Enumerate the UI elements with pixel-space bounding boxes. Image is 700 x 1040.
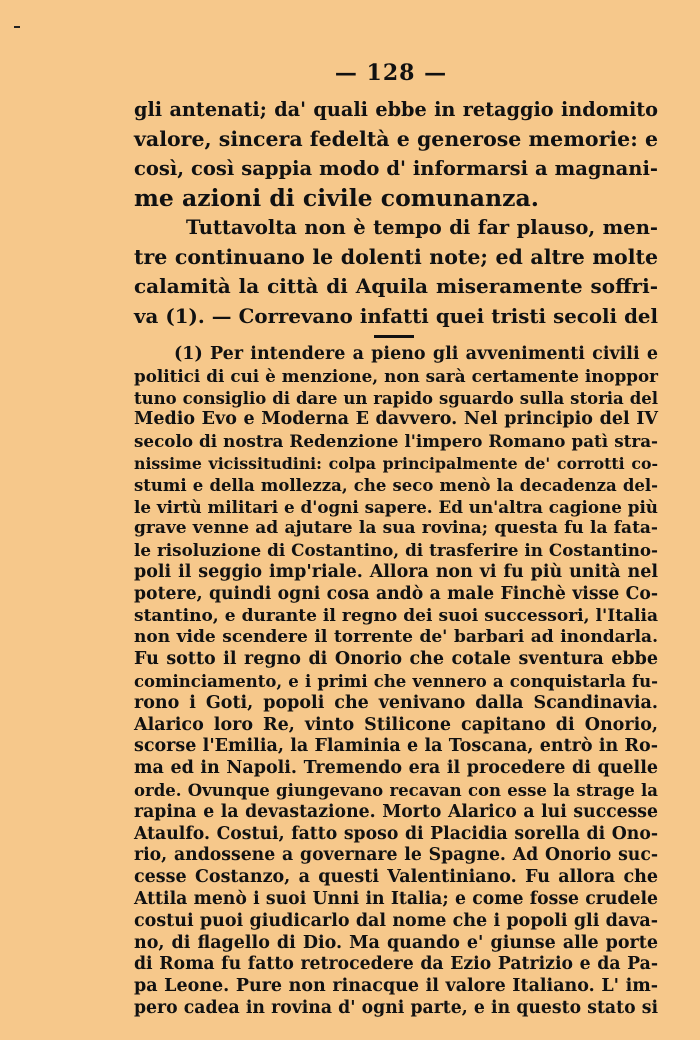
footnote-line: non vide scendere il torrente de' barbari ad inondarla. (134, 627, 658, 648)
footnote-line: Ataulfo. Costui, fatto sposo di Placidia sorella di Ono- (134, 823, 658, 844)
footnote-line: di Roma fu fatto retrocedere da Ezio Patrizio e da Pa- (134, 954, 658, 975)
footnote-line: scorse l'Emilia, la Flaminia e la Toscana, entrò in Ro- (134, 736, 658, 757)
footnote-line: potere, quindi ogni cosa andò a male Finchè visse Co- (134, 583, 658, 604)
footnote-line: cominciamento, e i primi che vennero a conquistarla fu- (134, 671, 658, 691)
text-line: va (1). — Correvano infatti quei tristi secoli del (134, 303, 658, 328)
footnote-line: rapina e la devastazione. Morto Alarico a lui successe (134, 801, 658, 822)
text-line: Tuttavolta non è tempo di far plauso, men- (186, 216, 658, 239)
footnote-line: no, di flagello di Dio. Ma quando e' giunse alle porte (134, 932, 658, 953)
footnote-line: secolo di nostra Redenzione l'impero Romano patì stra- (134, 431, 658, 452)
footnote-line: rono i Goti, popoli che venivano dalla Scandinavia. (134, 692, 658, 713)
footnote-line: (1) Per intendere a pieno gli avvenimenti civili e (174, 344, 658, 364)
footnote-line: pa Leone. Pure non rinacque il valore Italiano. L' im- (134, 976, 658, 997)
footnote-separator (374, 335, 414, 338)
footnote-line: le risoluzione di Costantino, di trasferire in Costantino- (134, 540, 658, 561)
footnote-line: nissime vicissitudini: colpa principalmente de' corrotti co- (134, 453, 658, 473)
footnote-line: poli il seggio imp'riale. Allora non vi fu più unità nel (134, 561, 658, 582)
text-line: me azioni di civile comunanza. (134, 183, 539, 212)
footnote-line: grave venne ad ajutare la sua rovina; questa fu la fata- (134, 518, 658, 539)
footnote-line: stumi e della mollezza, che seco menò la decadenza del- (134, 475, 658, 495)
footnote-line: tuno consiglio di dare un rapido sguardo sulla storia del (134, 388, 658, 408)
footnote-line: Fu sotto il regno di Onorio che cotale sventura ebbe (134, 649, 658, 670)
footnote-line: politici di cui è menzione, non sarà certamente inoppor (134, 365, 658, 386)
footnote-line: Attila menò i suoi Unni in Italia; e come fosse crudele (134, 888, 658, 909)
text-line: gli antenati; da' quali ebbe in retaggio indomito (134, 98, 658, 121)
footnote-line: Medio Evo e Moderna E davvero. Nel principio del IV (134, 409, 658, 430)
footnote-line: orde. Ovunque giungevano recavan con esse la strage la (134, 780, 658, 800)
footnote-line: Alarico loro Re, vinto Stilicone capitano di Onorio, (134, 714, 658, 735)
text-line: calamità la città di Aquila miseramente soffri- (134, 274, 658, 298)
footnote-line: ma ed in Napoli. Tremendo era il procedere di quelle (134, 758, 658, 779)
main-text (134, 95, 658, 331)
footnote-line: stantino, e durante il regno dei suoi successori, l'Italia (134, 605, 658, 626)
text-line: tre continuano le dolenti note; ed altre molte (134, 244, 658, 269)
text-line: valore, sincera fedeltà e generose memorie: e (134, 126, 658, 151)
margin-mark (14, 26, 20, 28)
footnote-line: pero cadea in rovina d' ogni parte, e in questo stato si (134, 997, 658, 1018)
footnote-line: le virtù militari e d'ogni sapere. Ed un'altra cagione più (134, 496, 658, 517)
footnote-line: cesse Costanzo, a questi Valentiniano. Fu allora che (134, 867, 658, 888)
text-line: così, così sappia modo d' informarsi a magnani- (134, 157, 658, 180)
footnote (134, 344, 658, 1020)
footnote-line: costui puoi giudicarlo dal nome che i popoli gli dava- (134, 910, 658, 931)
page-number: — 128 — (334, 60, 448, 86)
footnote-line: rio, andossene a governare le Spagne. Ad Onorio suc- (134, 845, 658, 866)
